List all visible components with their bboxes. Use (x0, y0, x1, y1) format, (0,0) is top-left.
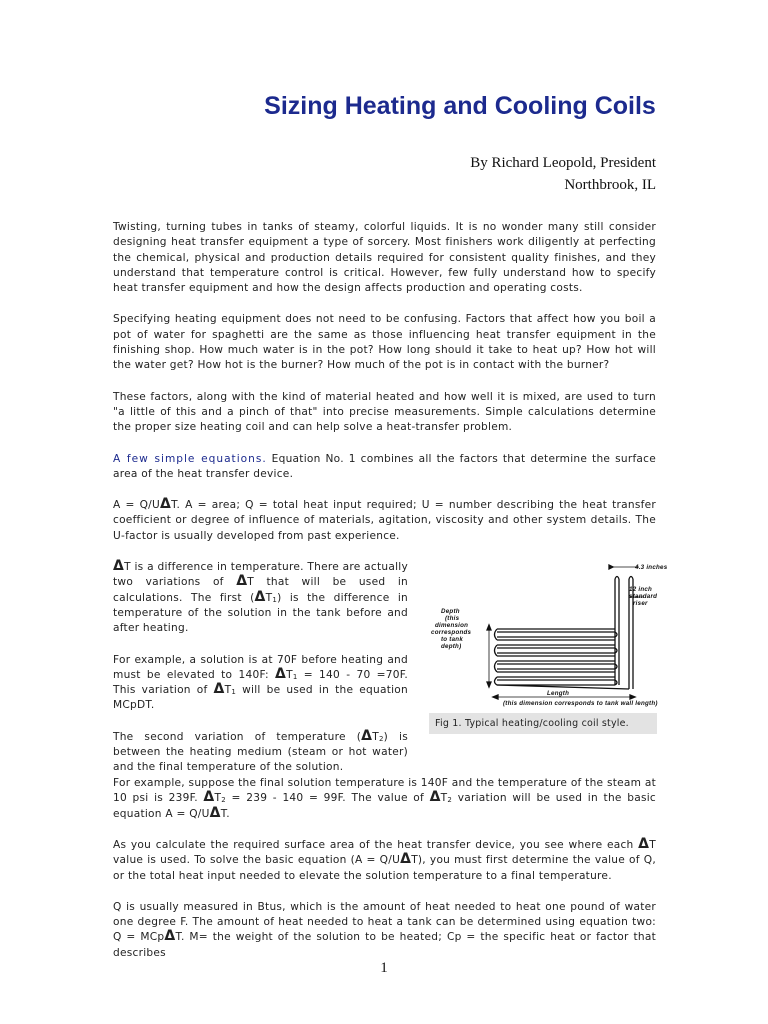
svg-text:(this dimension corresponds to: (this dimension corresponds to tank wall length) (503, 700, 658, 708)
paragraph-specifying: Specifying heating equipment does not need to be confusing. Factors that affect how you boil a pot of water for spaghetti are the same as those influencing heat transfer equipment in the finishing shop. How much water is in the pot? How long should it take to heat up? How hot will the water get? How hot is the burner? How much of the pot is in contact with the burner? (113, 313, 656, 372)
delta-symbol: Δ (400, 851, 412, 868)
byline (470, 152, 656, 196)
svg-text:riser: riser (633, 600, 648, 608)
svg-text:4.3 inches: 4.3 inches (635, 564, 668, 572)
figure-caption: Fig 1. Typical heating/cooling coil style. (429, 713, 657, 734)
delta-symbol: Δ (274, 665, 287, 682)
paragraph-intro: Twisting, turning tubes in tanks of steamy, colorful liquids. It is no wonder many still consider designing heat transfer equipment a type of sorcery. Most finishers work diligently at perfecting the chemical, physical and production details required for consistent quality finishes, and they understand that temperature control is critical. However, few fully understand how to specify heat transfer equipment and how the design affects production and operating costs. (113, 221, 656, 295)
paragraph-second-variation: The second variation of temperature $(\Delta T_2)$ is between the heating medium (steam or hot water) and the final temperature of the solution. (113, 727, 408, 774)
delta-symbol: Δ (203, 789, 215, 806)
svg-text:Depth: Depth (441, 608, 460, 616)
two-column-section (113, 558, 668, 774)
coil-diagram (429, 557, 668, 709)
delta-symbol: Δ (213, 681, 225, 698)
paragraph-btus: Q is usually measured in Btus, which is the amount of heat needed to heat one pound of water one degree F. The amount of heat needed to heat a tank can be determined using equation two: Q = MCpΔT. M= the weight of the solution to be heated; Cp = the specific heat or factor that describes (113, 900, 656, 959)
paragraph-surface-area: As you calculate the required surface area of the heat transfer device, you see where each ΔT value is used. To solve the basic equation (A = Q/UΔT), you must first determine the value of Q, or the total heat input needed to elevate the solution temperature to a final temperature. (113, 835, 656, 882)
paragraph-equation-one: A = Q/UΔT. A = area; Q = total heat input required; U = number describing the heat transfer coefficient or degree of influence of materials, agitation, viscosity and other system details. The U-factor is usually developed from past experience. (113, 496, 656, 542)
svg-text:standard: standard (629, 593, 658, 601)
delta-symbol: Δ (160, 496, 172, 513)
svg-text:depth): depth) (441, 643, 462, 651)
svg-text:to tank: to tank (441, 636, 464, 644)
svg-text:(this: (this (445, 615, 460, 623)
svg-text:12 inch: 12 inch (629, 586, 653, 594)
delta-symbol: Δ (164, 928, 176, 945)
svg-text:dimension: dimension (435, 622, 469, 630)
paragraph-example-one: For example, a solution is at 70F before heating and must be elevated to 140F: $\Delta T_1 = 140 - 70 =70F$. This variation of $\Delta T_1$ will be used in the equation MCpDT. (113, 653, 409, 712)
delta-symbol: Δ (254, 588, 266, 605)
article-body (113, 220, 668, 977)
byline-location: Northbrook, IL (564, 177, 656, 193)
page-number: 1 (380, 960, 388, 976)
paragraph-equations: A few simple equations. Equation No. 1 combines all the factors that determine the surface area of the heat transfer device. (113, 452, 657, 480)
byline-author: By Richard Leopold, President (470, 155, 656, 171)
svg-text:Length: Length (547, 690, 570, 698)
page-title: Sizing Heating and Cooling Coils (264, 92, 656, 120)
paragraph-delta-t: ΔT is a difference in temperature. There are actually two variations of ΔT that will be used in calculations. The first $(\Delta T_1)$ is the difference in temperature of the solution in the tank before and after heating. (113, 558, 408, 635)
delta-symbol: Δ (361, 727, 373, 744)
delta-symbol: Δ (429, 789, 441, 806)
delta-symbol: Δ (236, 573, 248, 590)
coil-figure (429, 557, 668, 734)
left-column (113, 560, 408, 792)
paragraph-factors: These factors, along with the kind of material heated and how well it is mixed, are used to turn "a little of this and a pinch of that" into precise measurements. Simple calculations determine the proper size heating coil and can help solve a heat-transfer problem. (113, 390, 656, 434)
svg-text:corresponds: corresponds (431, 629, 472, 637)
delta-symbol: Δ (113, 558, 125, 575)
section-heading: A few simple equations. (113, 452, 267, 465)
paragraph-example-two: For example, suppose the final solution temperature is 140F and the temperature of the steam at 10 psi is 239F. $\Delta T_2 = 239 - 140 = 99F$. The value of $\Delta T_2$ variation will be used in the basic equation A = Q/UΔT. (113, 777, 657, 821)
delta-symbol: Δ (638, 835, 650, 852)
delta-symbol: Δ (209, 804, 221, 821)
